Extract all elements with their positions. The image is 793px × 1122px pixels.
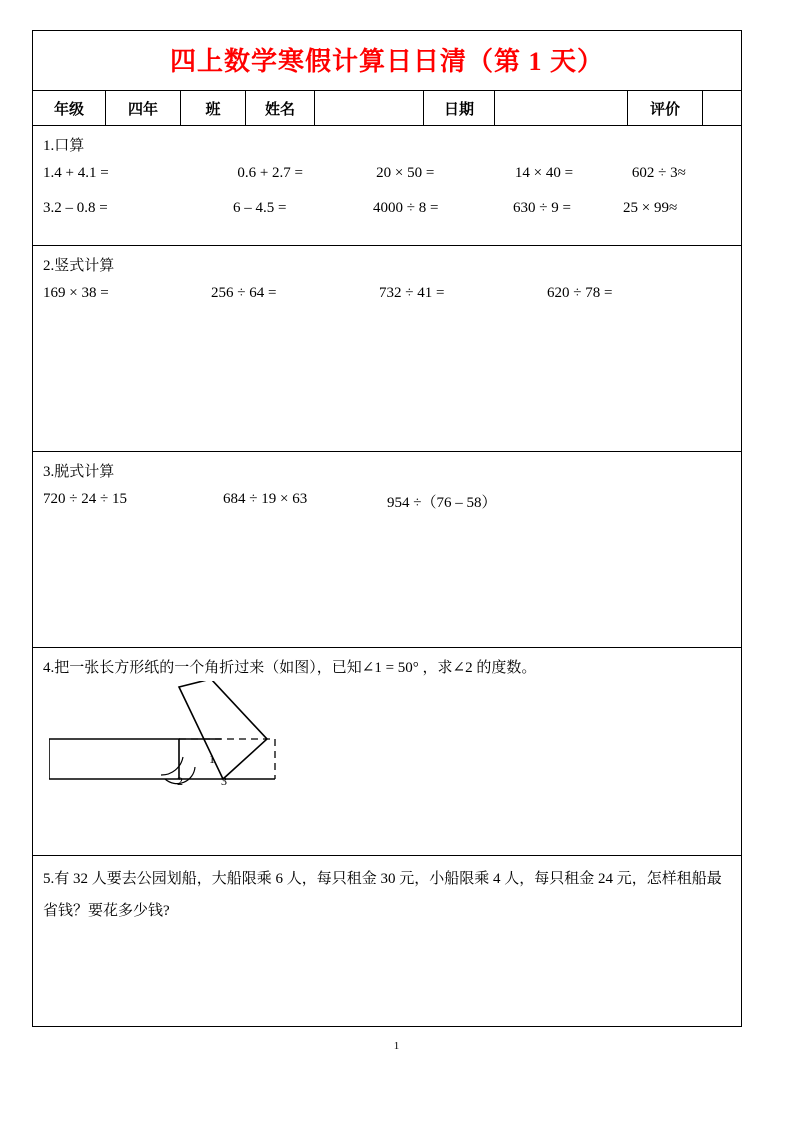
worksheet-sheet (32, 30, 742, 1027)
problem: 954 ÷（76 – 58） (387, 495, 497, 511)
problem: 684 ÷ 19 × 63 (223, 491, 308, 507)
problem: 0.6 + 2.7 = (237, 165, 303, 181)
name-value[interactable] (315, 91, 424, 126)
name-label: 姓名 (246, 91, 315, 126)
vertical-row-1 (43, 285, 731, 302)
folded-paper-diagram (49, 681, 709, 821)
page-number: 1 (393, 1040, 400, 1052)
question-4-text: 4.把一张长方形纸的一个角折过来（如图），已知∠1 = 50° ，求∠2 的度数。 (43, 660, 537, 676)
problem: 256 ÷ 64 = (211, 285, 277, 301)
grade-value: 四年 (106, 91, 181, 126)
section-2-heading: 2.竖式计算 (43, 258, 115, 274)
problem: 732 ÷ 41 = (379, 285, 445, 301)
problem: 4000 ÷ 8 = (373, 200, 439, 216)
problem: 14 × 40 = (514, 165, 574, 181)
svg-text:2: 2 (177, 774, 183, 788)
rating-value[interactable] (703, 91, 742, 126)
problem: 3.2 – 0.8 = (43, 200, 108, 216)
rating-label: 评价 (628, 91, 703, 126)
date-label: 日期 (424, 91, 495, 126)
problem: 602 ÷ 3≈ (631, 165, 686, 181)
expression-row-1 (43, 491, 731, 512)
problem: 20 × 50 = (376, 165, 435, 181)
problem: 25 × 99≈ (623, 200, 678, 216)
grade-label: 年级 (33, 91, 106, 126)
section-word-problem (33, 856, 741, 1026)
problem: 169 × 38 = (43, 285, 109, 301)
problem: 630 ÷ 9 = (513, 200, 571, 216)
section-geometry-problem (33, 648, 741, 856)
section-vertical-calculation (33, 246, 741, 452)
folded-paper-figure (49, 681, 709, 821)
title-row (33, 31, 741, 91)
page-title: 四上数学寒假计算日日清（第 1 天） (169, 47, 604, 76)
problem: 720 ÷ 24 ÷ 15 (43, 491, 127, 507)
problem: 1.4 + 4.1 = (43, 165, 109, 181)
section-1-heading: 1.口算 (43, 138, 85, 154)
oral-row-2 (43, 200, 731, 217)
section-expression-calculation (33, 452, 741, 648)
student-info-table (33, 91, 741, 126)
date-value[interactable] (495, 91, 628, 126)
question-5-text: 5.有 32 人要去公园划船，大船限乘 6 人，每只租金 30 元，小船限乘 4 人，每只租金 24 元，怎样租船最省钱？要花多少钱? (43, 871, 722, 919)
table-row (33, 91, 741, 126)
section-3-heading: 3.脱式计算 (43, 464, 115, 480)
problem: 6 – 4.5 = (233, 200, 287, 216)
oral-row-1 (43, 165, 731, 182)
class-label: 班 (181, 91, 246, 126)
svg-text:1: 1 (209, 752, 215, 766)
svg-text:3: 3 (221, 774, 227, 788)
section-oral-calculation (33, 126, 741, 246)
problem: 620 ÷ 78 = (547, 285, 613, 301)
